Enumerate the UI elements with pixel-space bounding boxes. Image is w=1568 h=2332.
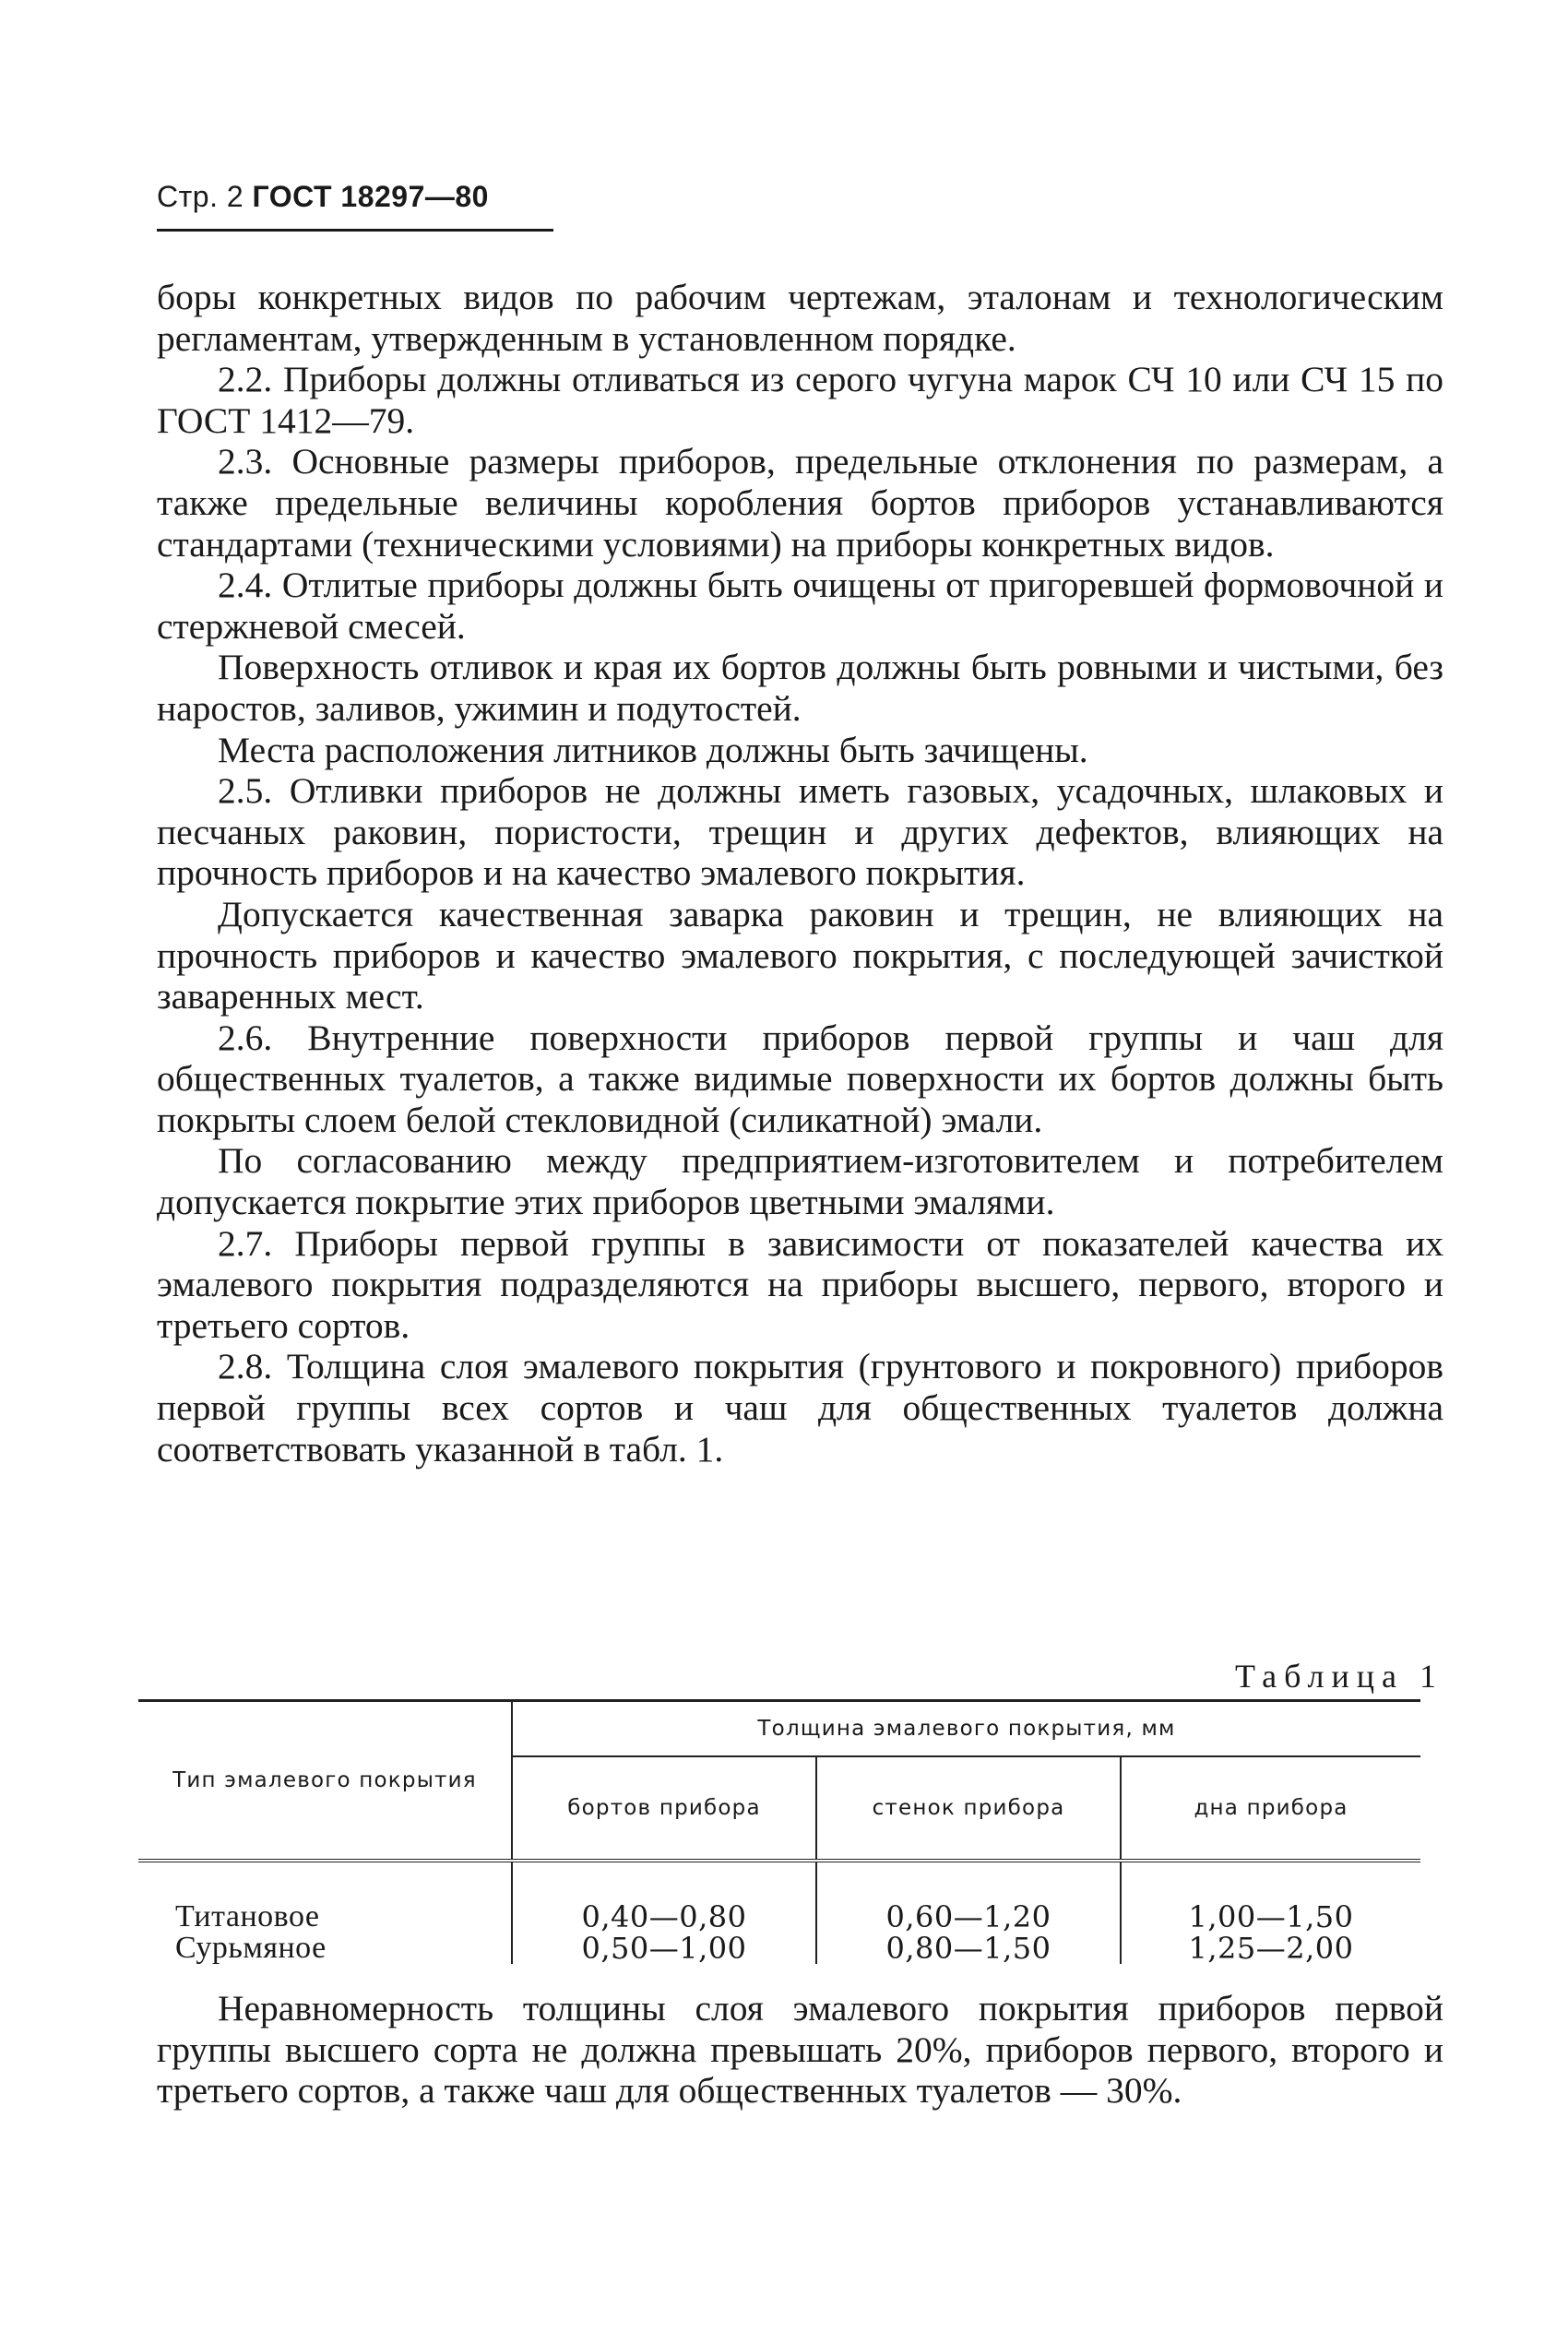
paragraph: 2.2. Приборы должны отливаться из серого чугуна марок СЧ 10 или СЧ 15 по ГОСТ 1412—79.: [157, 359, 1443, 441]
paragraph: 2.5. Отливки приборов не должны иметь газовых, усадочных, шлаковых и песчаных раковин, пористости, трещин и других дефектов, влияющих на прочность приборов и на качество эмалевого покрытия.: [157, 770, 1443, 894]
paragraph: Неравномерность толщины слоя эмалевого покрытия приборов первой группы высшего сорта не должна превышать 20%, приборов первого, второго и третьего сортов, а также чаш для общественных туалетов — 30%.: [157, 1988, 1443, 2112]
paragraph: Допускается качественная заварка раковин и трещин, не влияющих на прочность приборов и качество эмалевого покрытия, с последующей зачисткой заваренных мест.: [157, 893, 1443, 1017]
group-header: Толщина эмалевого покрытия, мм: [512, 1701, 1420, 1757]
paragraph: 2.8. Толщина слоя эмалевого покрытия (грунтового и покровного) приборов первой группы всех сортов и чаш для общественных туалетов должна соответствовать указанной в табл. 1.: [157, 1346, 1443, 1469]
table-cell: 0,50—1,00: [512, 1933, 816, 1964]
paragraph: 2.3. Основные размеры приборов, предельные отклонения по размерам, а также предельные величины коробления бортов приборов устанавливаются стандартами (техническими условиями) на приборы конкретных видов.: [157, 441, 1443, 565]
column-header: бортов прибора: [512, 1756, 816, 1861]
paragraph: Места расположения литников должны быть зачищены.: [218, 729, 1088, 770]
page-label: Стр. 2: [157, 180, 244, 213]
column-header: стенок прибора: [816, 1756, 1121, 1861]
body-text-top: [157, 277, 1443, 1469]
page-header: [157, 180, 489, 214]
table-cell: 1,25—2,00: [1121, 1933, 1420, 1964]
paragraph: 2.7. Приборы первой группы в зависимости от показателей качества их эмалевого покрытия подразделяются на приборы высшего, первого, второго и третьего сортов.: [157, 1222, 1443, 1346]
paragraph: Поверхность отливок и края их бортов должны быть ровными и чистыми, без наростов, заливов, ужимин и подутостей.: [157, 647, 1443, 729]
table-cell: 0,40—0,80: [512, 1861, 816, 1933]
header-divider: [157, 229, 553, 232]
table-cell: 0,60—1,20: [816, 1861, 1121, 1933]
table-cell: 1,00—1,50: [1121, 1861, 1420, 1933]
paragraph: По согласованию между предприятием-изготовителем и потребителем допускается покрытие этих приборов цветными эмалями.: [157, 1140, 1443, 1223]
table-row: [138, 1933, 1420, 1964]
paragraph: 2.4. Отлитые приборы должны быть очищены от пригоревшей формовочной и стержневой смесей.: [157, 565, 1443, 647]
standard-number: ГОСТ 18297—80: [252, 180, 489, 213]
paragraph: боры конкретных видов по рабочим чертежам, эталонам и технологическим регламентам, утвержденным в установленном порядке.: [157, 277, 1443, 359]
paragraph: 2.6. Внутренние поверхности приборов первой группы и чаш для общественных туалетов, а также видимые поверхности их бортов должны быть покрыты слоем белой стекловидной (силикатной) эмали.: [157, 1017, 1443, 1140]
enamel-thickness-table: [138, 1699, 1420, 1964]
table-row: [138, 1861, 1420, 1933]
type-header: Тип эмалевого покрытия: [138, 1701, 512, 1862]
row-name: Титановое: [175, 1899, 320, 1933]
body-text-bottom: [157, 1988, 1443, 2112]
table-cell: 0,80—1,50: [816, 1933, 1121, 1964]
column-header: дна прибора: [1121, 1756, 1420, 1861]
row-name: Сурьмяное: [175, 1931, 327, 1965]
table-title: Таблица 1: [1235, 1658, 1443, 1695]
